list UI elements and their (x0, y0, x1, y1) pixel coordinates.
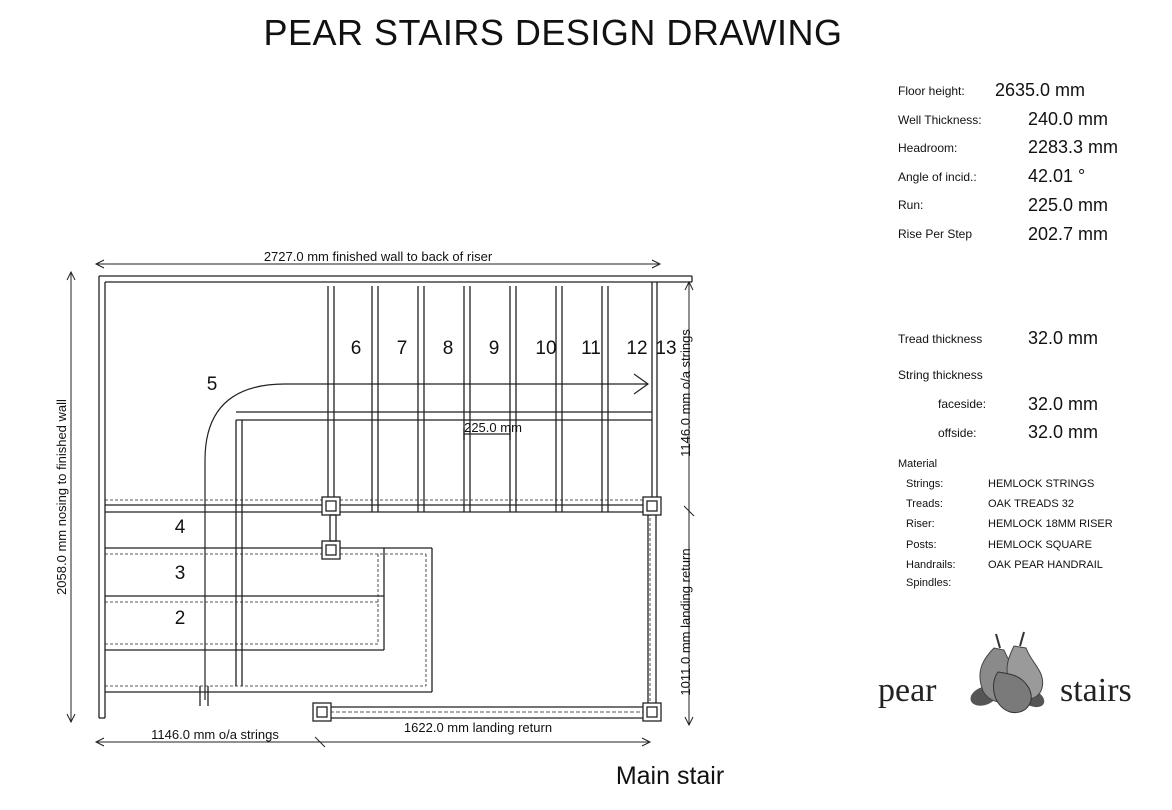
material-value: HEMLOCK SQUARE (988, 539, 1092, 551)
step-number: 8 (442, 338, 454, 359)
material-value: OAK TREADS 32 (988, 498, 1074, 510)
step-number: 13 (655, 338, 677, 359)
angle-label: Angle of incid.: (898, 170, 977, 184)
material-value: HEMLOCK STRINGS (988, 478, 1095, 490)
material-value: OAK PEAR HANDRAIL (988, 559, 1103, 571)
step-number: 5 (206, 374, 218, 395)
newel-post (322, 497, 340, 515)
dim-bottom-right: 1622.0 mm landing return (403, 720, 553, 735)
floor-height-label: Floor height: (898, 84, 965, 98)
run-label: Run: (898, 198, 924, 212)
material-label: Treads: (906, 498, 943, 510)
dim-bottom-left: 1146.0 mm o/a strings (151, 727, 279, 742)
logo-text-left: pear (878, 672, 937, 709)
step-number: 9 (488, 338, 500, 359)
faceside-label: faceside: (938, 397, 987, 411)
step-number: 2 (174, 608, 186, 629)
material-label: Riser: (906, 518, 935, 530)
well-thickness-value: 240.0 mm (1028, 109, 1109, 129)
step-number: 3 (174, 563, 186, 584)
material-heading: Material (898, 458, 938, 470)
tread-thickness-value: 32.0 mm (1028, 328, 1099, 348)
floor-height-value: 2635.0 mm (995, 80, 1086, 100)
material-label: Handrails: (906, 559, 956, 571)
step-number: 6 (350, 338, 362, 359)
offside-value: 32.0 mm (1028, 422, 1099, 442)
step-number: 11 (581, 338, 601, 359)
step-number: 12 (626, 338, 648, 359)
dim-left: 2058.0 mm nosing to finished wall (54, 399, 69, 595)
material-label: Strings: (906, 478, 944, 490)
pear-stairs-logo (876, 628, 1146, 728)
material-label: Spindles: (906, 577, 952, 589)
dim-top: 2727.0 mm finished wall to back of riser (263, 249, 493, 264)
material-label: Posts: (906, 539, 937, 551)
run-value: 225.0 mm (1028, 195, 1109, 215)
headroom-label: Headroom: (898, 141, 958, 155)
step-number: 4 (174, 517, 186, 538)
drawing-title: PEAR STAIRS DESIGN DRAWING (263, 12, 843, 53)
angle-value: 42.01 ° (1028, 166, 1086, 186)
tread-thickness-label: Tread thickness (898, 332, 983, 346)
dim-run-marker: 225.0 mm (464, 420, 522, 435)
well-thickness-label: Well Thickness: (898, 113, 982, 127)
faceside-value: 32.0 mm (1028, 394, 1099, 414)
rise-label: Rise Per Step (898, 227, 973, 241)
material-value: HEMLOCK 18MM RISER (988, 518, 1113, 530)
rise-value: 202.7 mm (1028, 224, 1109, 244)
dim-right-upper: 1146.0 mm o/a strings (678, 329, 693, 457)
headroom-value: 2283.3 mm (1028, 137, 1119, 157)
offside-label: offside: (938, 426, 977, 440)
pear-icon (954, 628, 1058, 724)
drawing-caption: Main stair (615, 762, 725, 790)
string-thickness-label: String thickness (898, 368, 983, 382)
logo-text-right: stairs (1060, 672, 1132, 709)
step-number: 7 (396, 338, 408, 359)
dim-right-lower: 1011.0 mm landing return (678, 548, 693, 696)
step-number: 10 (535, 338, 557, 359)
